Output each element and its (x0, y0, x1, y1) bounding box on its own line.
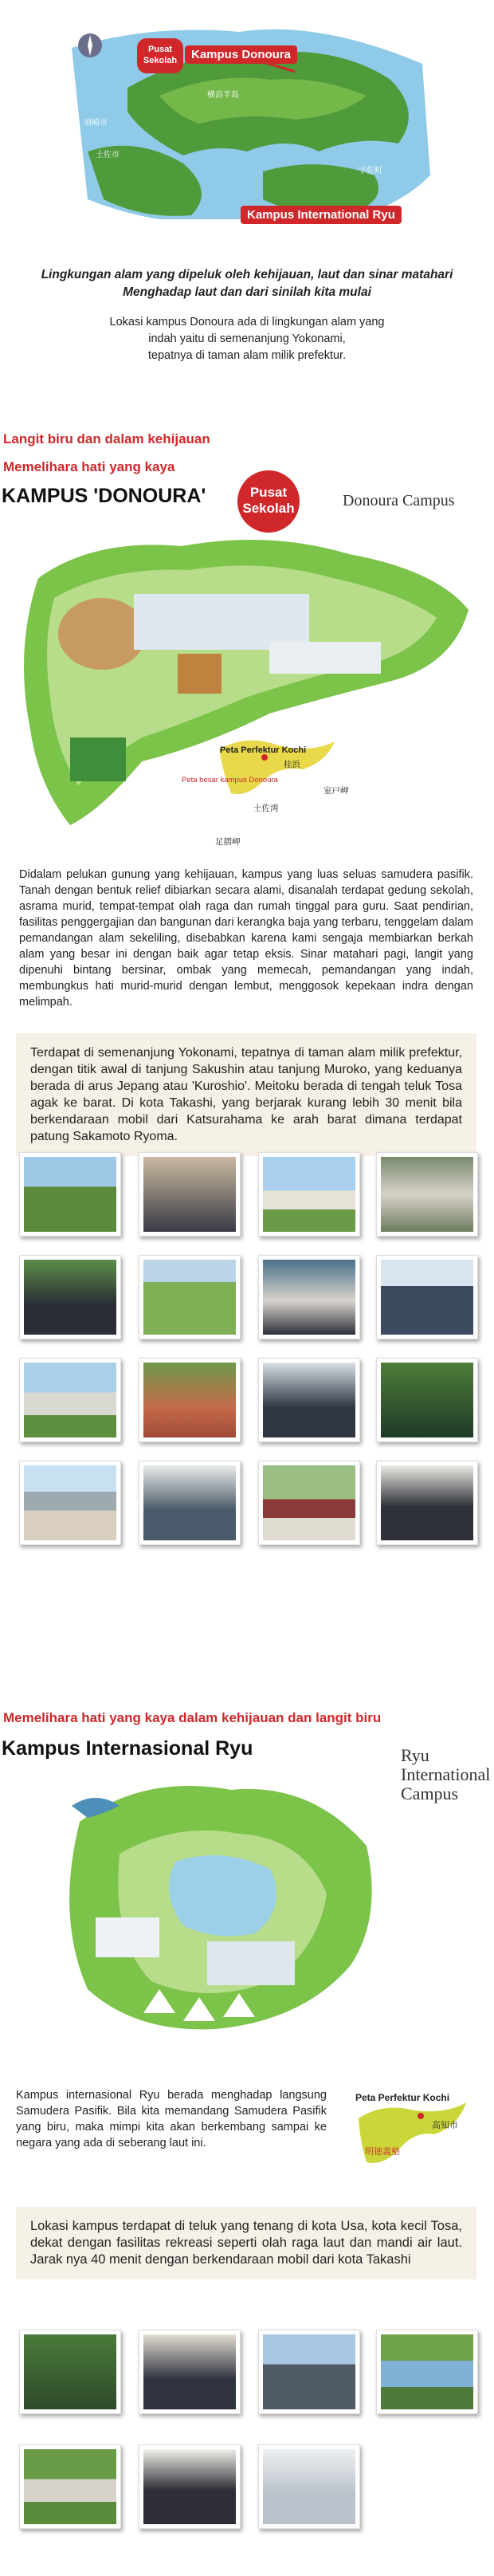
campus-photo (139, 1255, 241, 1339)
donoura-location-note: Terdapat di semenanjung Yokonami, tepatnya di taman alam milik prefektur, dengan titik awal di tanjung Sakushin atau tanjung Muroko, yang keduanya berada di arus Jepang atau 'Kuroshio'. Meitoku berada di tengah teluk Tosa agak ke barat. Di kota Takashi, yang berjarak kurang lebih 30 menit bila berkendaraan mobil dari Katsurahama ke arah barat dimana terdapat patung Sakamoto Ryoma. (16, 1033, 476, 1156)
map-place-label: 高知市 (432, 2121, 458, 2130)
campus-photo (258, 1461, 360, 1545)
school-center-badge: Pusat Sekolah (137, 38, 183, 73)
ryu-campus-map (48, 1758, 390, 2065)
donoura-tagline-2: Memelihara hati yang kaya (3, 459, 175, 474)
kochi-map-label: Peta Perfektur Kochi (355, 2092, 450, 2103)
campus-photo (376, 1152, 478, 1237)
kochi-map-label: Peta Perfektur Kochi (220, 745, 307, 755)
donoura-tagline-1: Langit biru dan dalam kehijauan (3, 431, 210, 446)
campus-photo (139, 1461, 241, 1545)
campus-photo (376, 1461, 478, 1545)
campus-photo (19, 1358, 121, 1442)
campus-photo (19, 1152, 121, 1237)
donoura-title: KAMPUS 'DONOURA' (2, 485, 206, 507)
ryu-english-title: Ryu International Campus (401, 1745, 491, 1803)
campus-photo (258, 2444, 360, 2529)
donoura-description: Didalam pelukan gunung yang kehijauan, kampus yang luas seluas samudera pasifik. Tanah dengan bentuk relief dibiarkan secara alami, disanalah terdapat gedung sekolah, asrama murid, tempat-tempat olah raga dan rumah tinggal para guru. Saat pendirian, fasilitas penggergajian dan bangunan dari kerangka baja yang terbaru, tenggelam dalam pemandangan alam sekeliling, disebabkan karena kami sengaja membiarkan berkah alam yang besar ini dengan baik agar tetap eksis. Sinar matahari pagi, langit yang dipenuhi bintang bersinar, ombak yang memecah, pemandangan yang indah, membungkus hati murid-murid dengan lembut, menggosok kepekaan indra dengan melimpah. (19, 868, 473, 1009)
ryu-description: Kampus internasional Ryu berada menghadap langsung Samudera Pasifik. Bila kita memandang Samudera Pasifik yang biru, maka mimpi kita akan berkembang sampai ke negara yang ada di seberang laut ini. (16, 2089, 327, 2149)
ryu-title: Kampus Internasional Ryu (2, 1737, 253, 1760)
campus-photo (19, 1461, 121, 1545)
map-place-label: 土佐湾 (253, 804, 279, 813)
campus-photo (139, 2330, 241, 2414)
intro-description: Lokasi kampus Donoura ada di lingkungan alam yang indah yaitu di semenanjung Yokonami, tepatnya di taman alam milik prefektur. (109, 316, 385, 362)
map-place-label: 須崎市 (84, 119, 108, 128)
map-place-label: 横浪半島 (207, 91, 239, 100)
campus-photo (139, 2444, 241, 2529)
map-place-label: 桂浜 (284, 760, 300, 769)
campus-photo (139, 1152, 241, 1237)
ryu-location-note: Lokasi kampus terdapat di teluk yang tenang di kota Usa, kota kecil Tosa, dekat dengan fasilitas rekreasi seperti olah raga laut dan mandi air laut. Jarak nya 40 menit dengan berkendaraan mobil dari kota Takashi (16, 2207, 476, 2279)
campus-photo (376, 2330, 478, 2414)
intro-heading: Lingkungan alam yang dipeluk oleh kehijauan, laut dan sinar matahari Menghadap laut dan dari sinilah kita mulai (41, 268, 453, 299)
campus-photo (258, 1152, 360, 1237)
map-place-label: 足摺岬 (215, 837, 241, 847)
map-place-label: 宇佐町 (359, 167, 382, 175)
campus-ryu-label: Kampus International Ryu (241, 206, 402, 224)
donoura-english-title: Donoura Campus (343, 492, 455, 509)
map-place-label: 明徳義塾 (365, 2147, 400, 2157)
campus-photo (376, 1255, 478, 1339)
kochi-map-sublabel: Peta besar kampus Donoura (182, 776, 278, 785)
campus-photo (376, 1358, 478, 1442)
campus-photo (258, 1255, 360, 1339)
campus-photo (258, 1358, 360, 1442)
campus-photo (19, 2444, 121, 2529)
campus-photo (258, 2330, 360, 2414)
campus-photo (19, 2330, 121, 2414)
compass-icon (76, 32, 104, 59)
donoura-center-badge: Pusat Sekolah (237, 470, 300, 533)
map-place-label: 土佐市 (96, 151, 120, 159)
map-place-label: 室戸岬 (323, 786, 349, 796)
ryu-tagline: Memelihara hati yang kaya dalam kehijauan dan langit biru (3, 1710, 382, 1725)
campus-photo (19, 1255, 121, 1339)
campus-donoura-label: Kampus Donoura (185, 45, 297, 64)
campus-photo (139, 1358, 241, 1442)
